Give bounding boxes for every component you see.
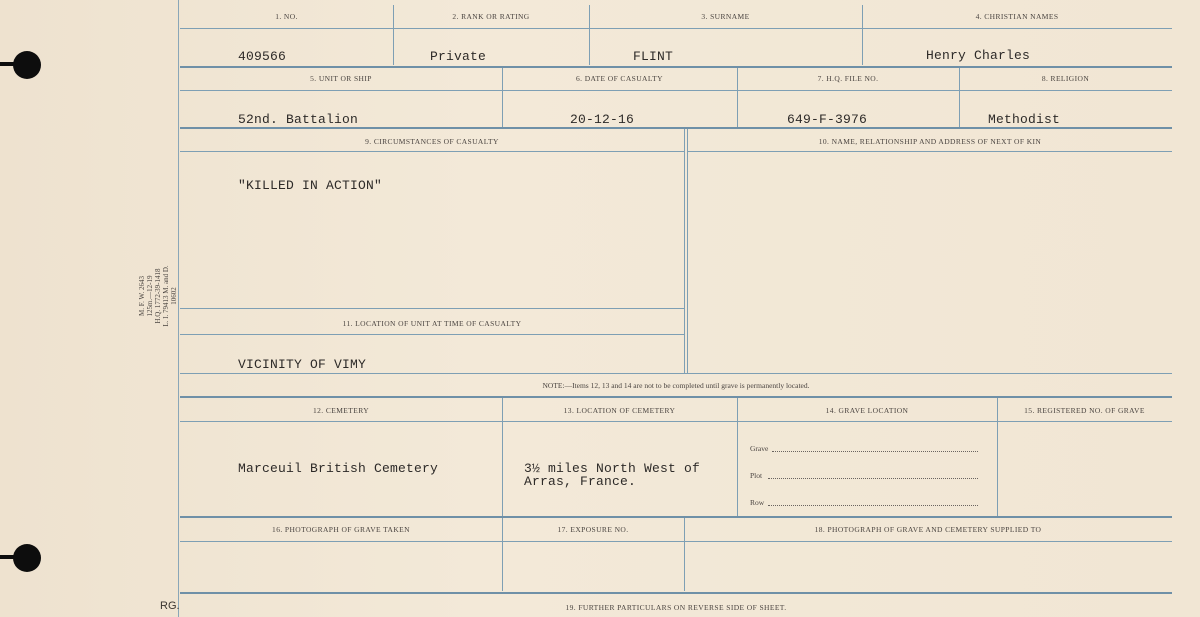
divider (180, 90, 1172, 91)
margin-rule (178, 0, 179, 617)
form-print-line-4: L. I. 79413 M. and D. 10602 (162, 265, 178, 327)
value-no: 409566 (238, 49, 287, 64)
divider (180, 151, 684, 152)
divider (180, 373, 1172, 374)
header-next-of-kin: 10. NAME, RELATIONSHIP AND ADDRESS OF NEXT OF KIN (818, 137, 1042, 146)
row-label: Row (750, 498, 765, 507)
row-dotted-line (768, 505, 978, 506)
header-circumstances: 9. CIRCUMSTANCES OF CASUALTY (365, 137, 499, 146)
divider (180, 308, 684, 309)
plot-dotted-line (768, 478, 978, 479)
value-surname: FLINT (633, 49, 674, 64)
divider (180, 541, 1172, 542)
divider (737, 398, 738, 516)
divider (180, 66, 1172, 68)
header-location-unit: 11. LOCATION OF UNIT AT TIME OF CASUALTY (342, 319, 522, 328)
divider (180, 421, 1172, 422)
divider (180, 127, 1172, 129)
header-date: 6. DATE OF CASUALTY (576, 74, 663, 83)
divider (180, 396, 1172, 398)
value-hq-file: 649-F-3976 (787, 112, 868, 127)
divider (180, 516, 1172, 518)
form-print-line-1: M. F. W. 2643 (138, 276, 146, 316)
value-rank: Private (430, 49, 487, 64)
header-further: 19. FURTHER PARTICULARS ON REVERSE SIDE OF SHEET. (565, 603, 787, 612)
record-group-code: RG. (160, 600, 180, 612)
divider (502, 398, 503, 516)
divider (180, 592, 1172, 594)
header-location-cemetery: 13. LOCATION OF CEMETERY (563, 406, 676, 415)
binder-hole-top (13, 51, 41, 79)
header-unit: 5. UNIT OR SHIP (310, 74, 372, 83)
value-unit: 52nd. Battalion (238, 112, 359, 127)
header-registered-no: 15. REGISTERED NO. OF GRAVE (1024, 406, 1145, 415)
header-photo-supplied: 18. PHOTOGRAPH OF GRAVE AND CEMETERY SUPPLIED TO (814, 525, 1042, 534)
value-date: 20-12-16 (570, 112, 635, 127)
header-surname: 3. SURNAME (701, 12, 750, 21)
value-cemetery: Marceuil British Cemetery (238, 461, 439, 476)
header-rank: 2. RANK OR RATING (452, 12, 530, 21)
value-christian-names: Henry Charles (926, 48, 1031, 63)
value-location-unit: VICINITY OF VIMY (238, 357, 367, 372)
header-grave-location: 14. GRAVE LOCATION (825, 406, 909, 415)
note-text: NOTE:—Items 12, 13 and 14 are not to be completed until grave is permanently located. (542, 381, 810, 390)
divider (180, 28, 1172, 29)
divider (688, 151, 1172, 152)
header-no: 1. NO. (275, 12, 298, 21)
form-print-code (138, 256, 178, 336)
header-religion: 8. RELIGION (1041, 74, 1090, 83)
binder-hole-bottom (13, 544, 41, 572)
grave-dotted-line (772, 451, 978, 452)
header-exposure: 17. EXPOSURE NO. (557, 525, 629, 534)
header-hq-file: 7. H.Q. FILE NO. (817, 74, 879, 83)
grave-label: Grave (750, 444, 769, 453)
value-location-cemetery-2: Arras, France. (524, 474, 637, 489)
plot-label: Plot (750, 471, 763, 480)
divider (687, 129, 688, 373)
value-location-cemetery-1: 3½ miles North West of (524, 461, 701, 476)
form-print-line-3: H.Q. 1772-39-1418 (154, 268, 162, 324)
value-religion: Methodist (988, 112, 1061, 127)
value-circumstances: "KILLED IN ACTION" (238, 178, 383, 193)
header-cemetery: 12. CEMETERY (312, 406, 370, 415)
header-christian-names: 4. CHRISTIAN NAMES (975, 12, 1059, 21)
header-photo-taken: 16. PHOTOGRAPH OF GRAVE TAKEN (272, 525, 410, 534)
divider (180, 334, 684, 335)
divider (997, 398, 998, 516)
divider (684, 129, 685, 373)
form-print-line-2: 125m.—12-19 (146, 275, 154, 317)
